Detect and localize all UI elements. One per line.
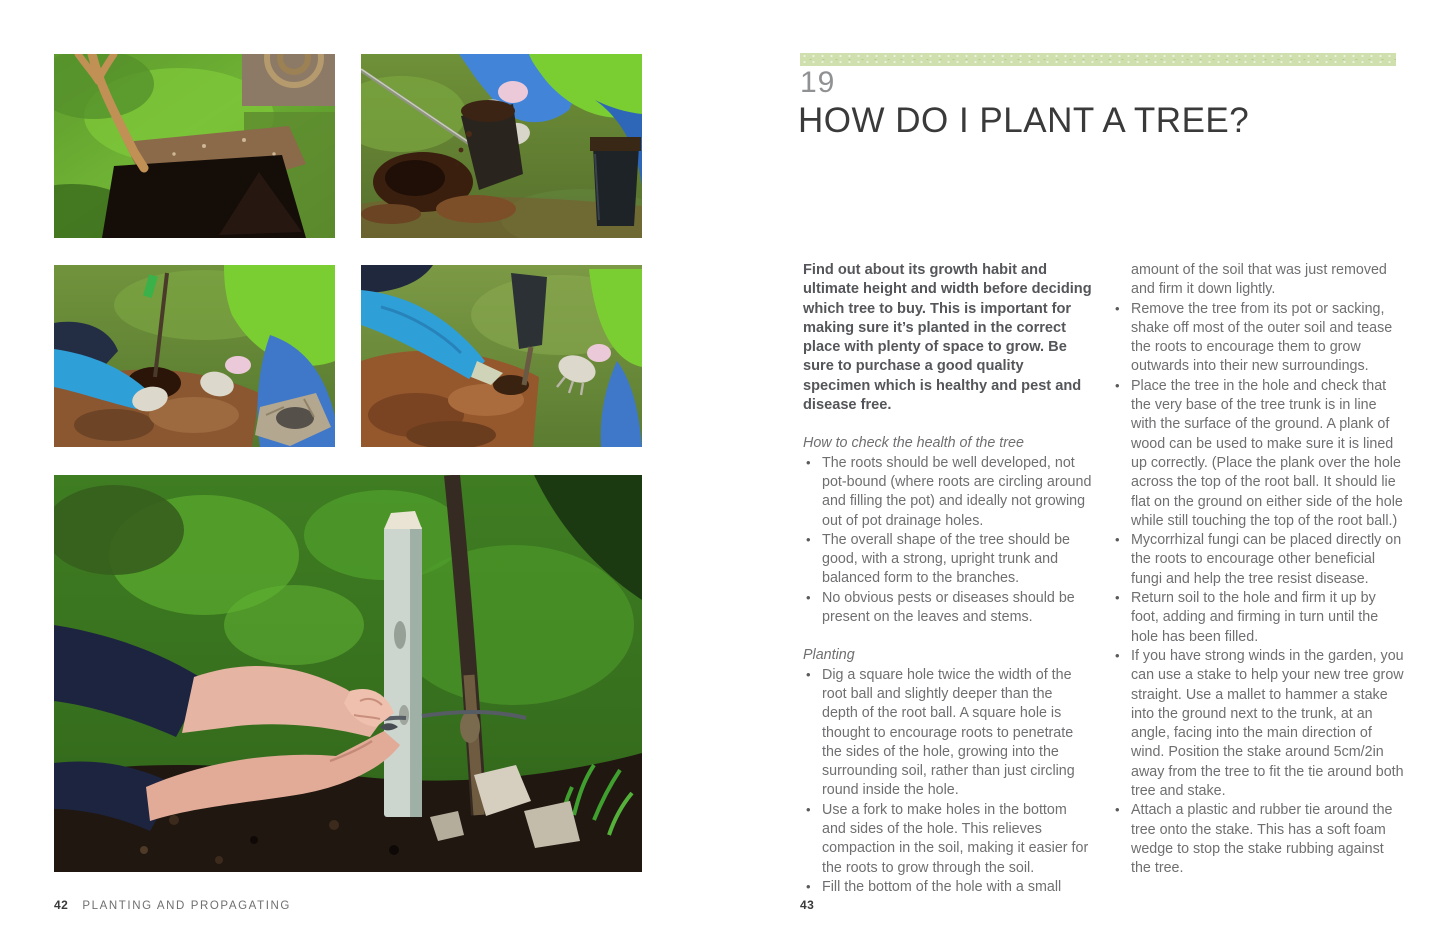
chapter-number: 19 bbox=[800, 66, 836, 99]
bullet-continuation: amount of the soil that was just removed and firm it down lightly. bbox=[1131, 262, 1387, 298]
page-number-left: 42 bbox=[54, 898, 69, 912]
square-hole-illustration bbox=[54, 54, 335, 238]
section-heading-planting: Planting bbox=[803, 647, 855, 664]
running-section-title: PLANTING AND PROPAGATING bbox=[82, 900, 291, 912]
text-column-1 bbox=[803, 261, 1092, 897]
photo-shaking-soil-from-potted-tree bbox=[361, 54, 642, 238]
chapter-accent-bar bbox=[800, 53, 1396, 66]
bullet-item: • The overall shape of the tree should be good, with a strong, upright trunk and balanced form to the branches. bbox=[803, 531, 1092, 589]
bullet-item: • Place the tree in the hole and check that the very base of the tree trunk is in line with the surface of the ground. A plank of wood can be used to make sure it is lined up correctly. (Place the plank over the hole across the top of the root ball. It should lie flat on the ground on either side of the hole while still touching the top of the root ball.) bbox=[1112, 377, 1404, 531]
photo-square-hole-dug-in-lawn bbox=[54, 54, 335, 238]
photo-tying-tree-to-stake bbox=[54, 475, 642, 872]
bullet-item: • Mycorrhizal fungi can be placed directly on the roots to encourage other beneficial fungi and help the tree resist disease. bbox=[1112, 531, 1404, 589]
bullet-item: • If you have strong winds in the garden, you can use a stake to help your new tree grow straight. Use a mallet to hammer a stake into the ground next to the trunk, at an angle, facing into the main direction of wind. Position the stake around 5cm/2in away from the tree to fit the tie around both tree and stake. bbox=[1112, 647, 1404, 801]
bullet-item: • Dig a square hole twice the width of the root ball and slightly deeper than the depth of the root ball. A square hole is thought to encourage roots to penetrate the sides of the hole, growing into the surrounding soil, rather than just circling round inside the hole. bbox=[803, 666, 1092, 801]
remove-pot-illustration bbox=[361, 54, 642, 238]
firming-soil-illustration bbox=[361, 265, 642, 447]
photo-firming-soil-around-trunk bbox=[361, 265, 642, 447]
bullet-item: • The roots should be well developed, not pot-bound (where roots are circling around and filling the pot) and ideally not growing out of pot drainage holes. bbox=[803, 454, 1092, 531]
photo-placing-tree-in-hole bbox=[54, 265, 335, 447]
intro-paragraph: Find out about its growth habit and ultimate height and width before deciding which tree to buy. This is important for making sure it’s planted in the correct place with plenty of space to grow. Be sure to purchase a good quality specimen which is healthy and pest and disease free. bbox=[803, 262, 1092, 414]
footer-right bbox=[800, 898, 814, 912]
page-title: HOW DO I PLANT A TREE? bbox=[798, 101, 1250, 140]
stake-tie-illustration bbox=[54, 475, 642, 872]
bullet-item: • Return soil to the hole and firm it up by foot, adding and firming in turn until the hole has been filled. bbox=[1112, 589, 1404, 647]
bullet-item: • Remove the tree from its pot or sacking, shake off most of the outer soil and tease the roots to encourage them to grow outwards into their new surroundings. bbox=[1112, 300, 1404, 377]
bullet-item: • Use a fork to make holes in the bottom and sides of the hole. This relieves compaction in the soil, making it easier for the roots to grow through the soil. bbox=[803, 801, 1092, 878]
text-column-2 bbox=[1112, 261, 1404, 879]
page-number-right: 43 bbox=[800, 898, 815, 912]
bullet-item: • No obvious pests or diseases should be present on the leaves and stems. bbox=[803, 589, 1092, 628]
bullet-item: • Fill the bottom of the hole with a small bbox=[803, 878, 1092, 897]
bullet-item: • Attach a plastic and rubber tie around the tree onto the stake. This has a soft foam wedge to stop the stake rubbing against the tree. bbox=[1112, 801, 1404, 878]
planting-sapling-illustration bbox=[54, 265, 335, 447]
section-heading-health: How to check the health of the tree bbox=[803, 435, 1024, 452]
footer-left bbox=[54, 898, 291, 912]
